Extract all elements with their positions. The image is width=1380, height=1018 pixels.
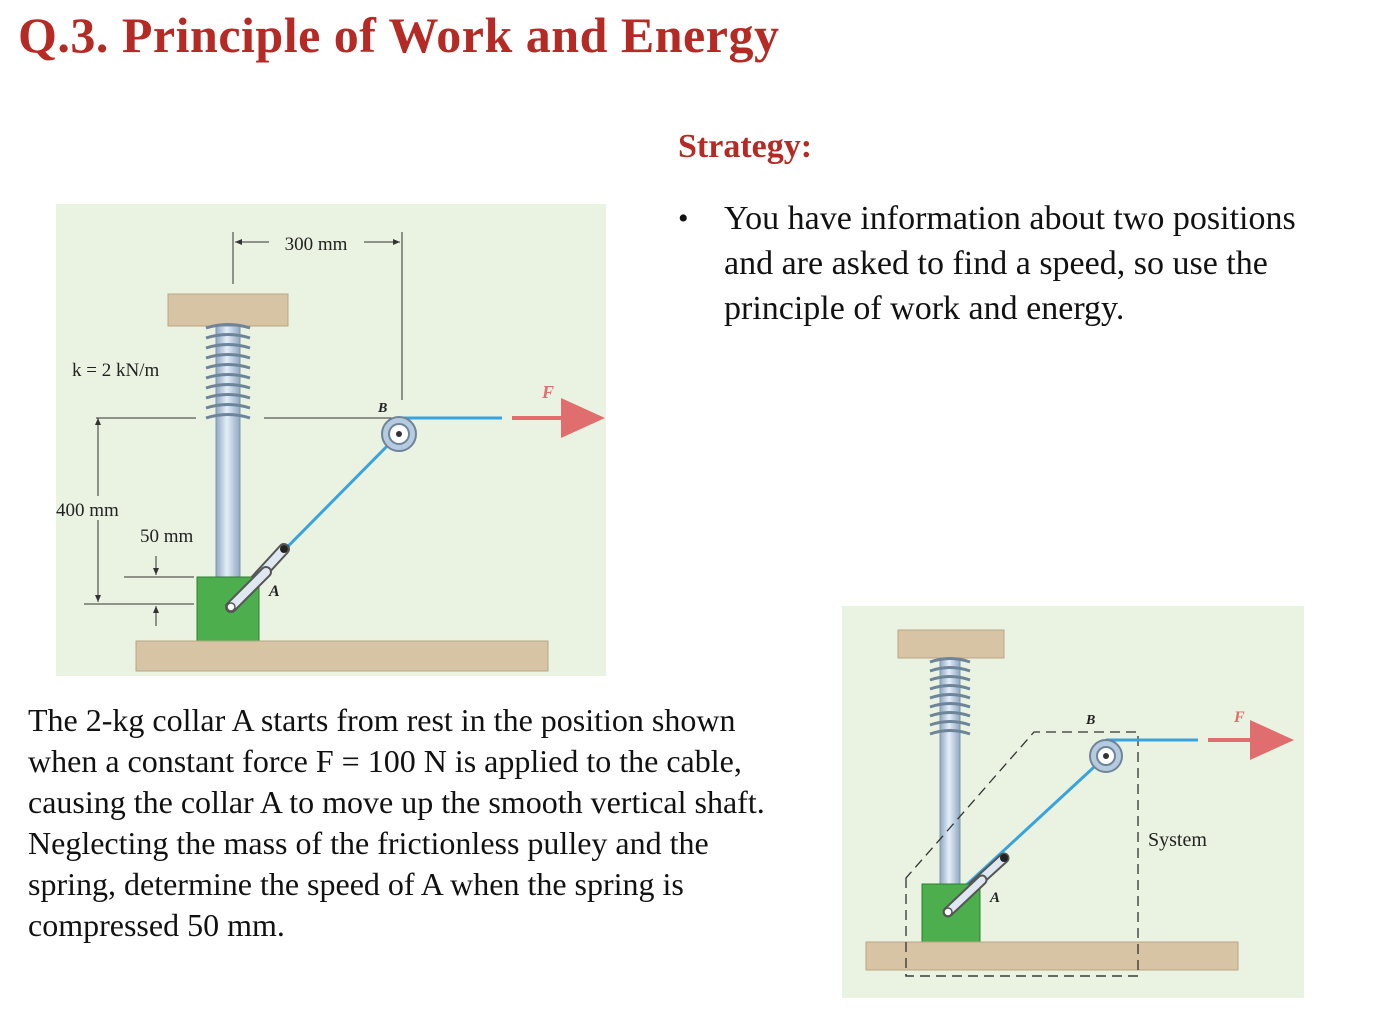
spring-constant-label: k = 2 kN/m <box>72 360 160 381</box>
pulley-label: B <box>1086 713 1096 728</box>
strategy-item <box>678 196 1318 331</box>
problem-diagram <box>56 204 606 676</box>
pulley-label: B <box>378 401 388 416</box>
problem-paragraph-1: The 2-kg collar A starts from rest in the position shown when a constant force F = 100 N is applied to the cable, causing the collar A to move up the smooth vertical shaft. <box>28 702 765 820</box>
system-diagram <box>842 606 1304 998</box>
system-label: System <box>1148 829 1207 851</box>
system-figure <box>842 606 1304 998</box>
dim-compression-label: 50 mm <box>140 526 194 547</box>
force-label: F <box>542 382 555 402</box>
ground <box>136 641 548 671</box>
pulley <box>382 417 416 451</box>
problem-paragraph-2: Neglecting the mass of the frictionless pulley and the spring, determine the speed of A when the spring is compressed 50 mm. <box>28 825 709 943</box>
figure-background <box>56 204 606 676</box>
strategy-item-text: You have information about two positions and are asked to find a speed, so use the principle of work and energy. <box>724 200 1296 327</box>
dim-vertical-label: 400 mm <box>56 500 119 521</box>
strategy-list <box>678 196 1318 331</box>
figure-background <box>842 606 1304 998</box>
collar-label: A <box>990 890 1001 906</box>
problem-statement <box>28 700 768 946</box>
pulley <box>1090 740 1122 772</box>
ground <box>866 942 1238 970</box>
problem-figure <box>56 204 606 676</box>
bullet-icon: • <box>678 202 689 235</box>
ceiling-support <box>898 630 1004 658</box>
dim-horizontal-label: 300 mm <box>284 234 348 255</box>
collar-label: A <box>269 583 280 600</box>
strategy-heading: Strategy: <box>678 128 813 165</box>
ceiling-support <box>168 294 288 326</box>
force-label: F <box>1234 709 1245 726</box>
page-title: Q.3. Principle of Work and Energy <box>18 7 780 63</box>
